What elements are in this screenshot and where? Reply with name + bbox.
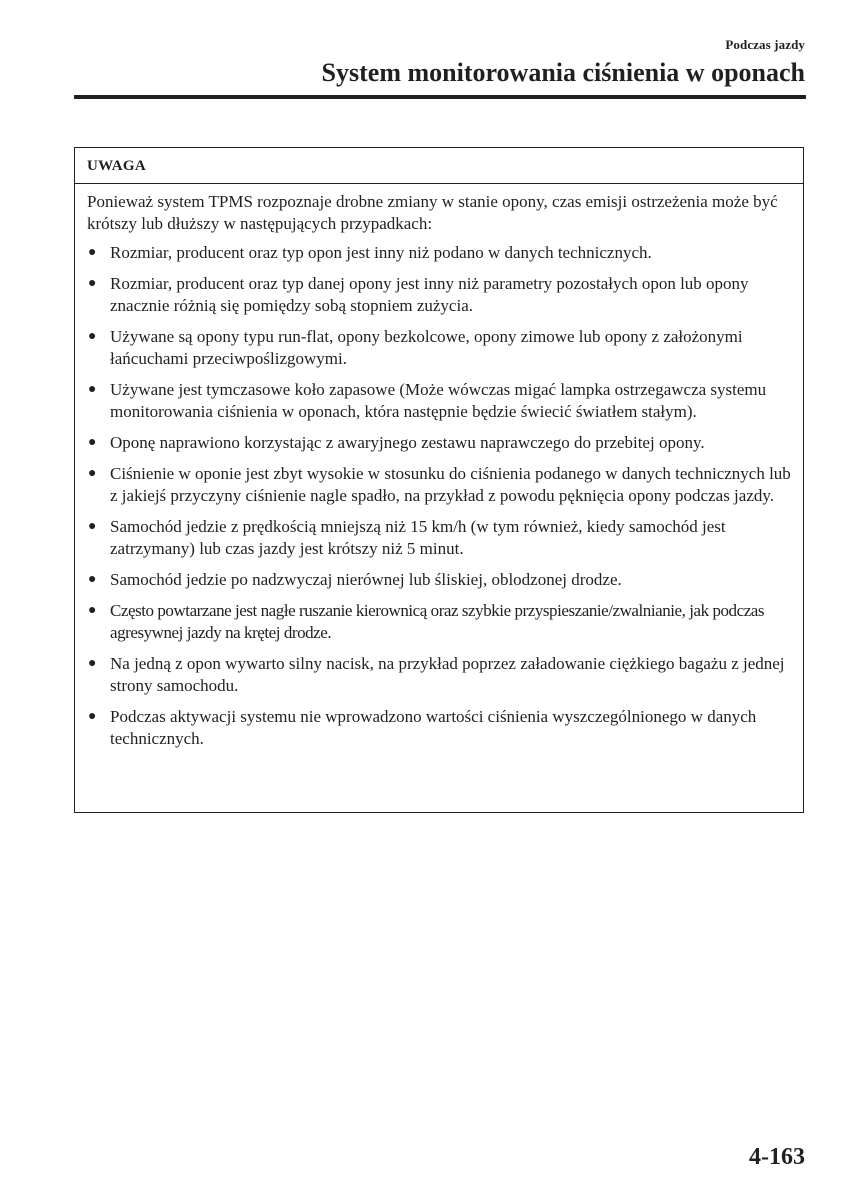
notice-box xyxy=(74,147,804,813)
list-item-text: Rozmiar, producent oraz typ danej opony jest inny niż parametry pozostałych opon lub opony znacznie różnią się pomiędzy sobą stopniem zużycia. xyxy=(110,274,749,315)
notice-intro: Ponieważ system TPMS rozpoznaje drobne zmiany w stanie opony, czas emisji ostrzeżenia może być krótszy lub dłuższy w następujących przypadkach: xyxy=(87,192,778,233)
list-item xyxy=(87,706,791,750)
list-item xyxy=(87,273,791,317)
bullet-icon: ● xyxy=(88,466,97,481)
notice-list xyxy=(87,242,791,750)
bullet-icon: ● xyxy=(88,519,97,534)
list-item-text: Często powtarzane jest nagłe ruszanie kierownicą oraz szybkie przyspieszanie/zwalnianie, jak podczas agresywnej jazdy na krętej drodze. xyxy=(110,601,765,642)
list-item xyxy=(87,463,791,507)
list-item-text: Podczas aktywacji systemu nie wprowadzono wartości ciśnienia wyszczególnionego w danych technicznych. xyxy=(110,707,757,748)
bullet-icon: ● xyxy=(88,603,97,618)
notice-body xyxy=(75,184,803,750)
list-item-text: Samochód jedzie z prędkością mniejszą niż 15 km/h (w tym również, kiedy samochód jest zatrzymany) lub czas jazdy jest krótszy niż 5 minut. xyxy=(110,517,726,558)
bullet-icon: ● xyxy=(88,709,97,724)
bullet-icon: ● xyxy=(88,245,97,260)
list-item-text: Na jedną z opon wywarto silny nacisk, na przykład poprzez załadowanie ciężkiego bagażu z jednej strony samochodu. xyxy=(110,654,785,695)
list-item xyxy=(87,516,791,560)
bullet-icon: ● xyxy=(88,382,97,397)
list-item-text: Ciśnienie w oponie jest zbyt wysokie w stosunku do ciśnienia podanego w danych technicznych lub z jakiejś przyczyny ciśnienie nagle spadło, na przykład z powodu pęknięcia opony podczas jazdy. xyxy=(110,464,791,505)
list-item xyxy=(87,432,791,454)
list-item-text: Używane jest tymczasowe koło zapasowe (Może wówczas migać lampka ostrzegawcza systemu monitorowania ciśnienia w oponach, która następnie będzie świecić światłem stałym). xyxy=(110,380,767,421)
bullet-icon: ● xyxy=(88,276,97,291)
page-number: 4-163 xyxy=(749,1144,805,1170)
list-item-text: Oponę naprawiono korzystając z awaryjnego zestawu naprawczego do przebitej opony. xyxy=(110,433,705,452)
bullet-icon: ● xyxy=(88,435,97,450)
notice-heading: UWAGA xyxy=(75,148,803,184)
list-item-text: Używane są opony typu run-flat, opony bezkolcowe, opony zimowe lub opony z założonymi łańcuchami przeciwpoślizgowymi. xyxy=(110,327,743,368)
section-label: Podczas jazdy xyxy=(725,37,805,52)
title-rule xyxy=(74,95,806,99)
page-title: System monitorowania ciśnienia w oponach xyxy=(321,58,805,87)
list-item-text: Rozmiar, producent oraz typ opon jest inny niż podano w danych technicznych. xyxy=(110,243,652,262)
list-item xyxy=(87,326,791,370)
bullet-icon: ● xyxy=(88,329,97,344)
list-item xyxy=(87,379,791,423)
bullet-icon: ● xyxy=(88,656,97,671)
list-item xyxy=(87,653,791,697)
list-item xyxy=(87,242,791,264)
list-item xyxy=(87,569,791,591)
list-item-text: Samochód jedzie po nadzwyczaj nierównej lub śliskiej, oblodzonej drodze. xyxy=(110,570,622,589)
bullet-icon: ● xyxy=(88,572,97,587)
list-item xyxy=(87,600,791,644)
